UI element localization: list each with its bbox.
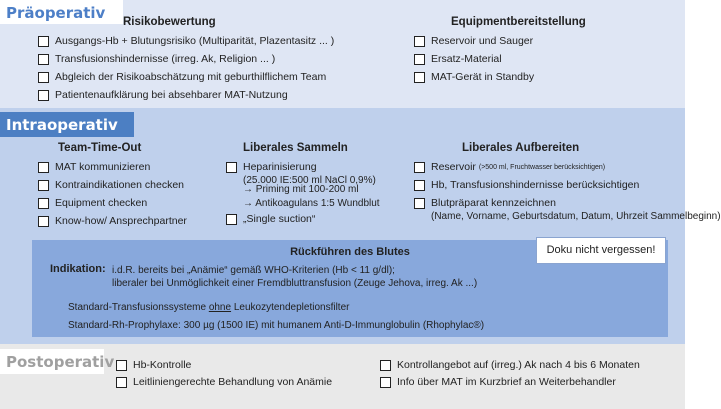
checklist-item[interactable]: Kontraindikationen checken — [38, 179, 184, 191]
checkbox[interactable] — [38, 90, 49, 101]
checklist-item[interactable]: Heparinisierung — [226, 161, 317, 173]
indication-label: Indikation: — [50, 263, 106, 275]
checklist-item[interactable]: „Single suction“ — [226, 213, 315, 225]
checkbox[interactable] — [414, 72, 425, 83]
checklist-item[interactable]: Abgleich der Risikoabschätzung mit geburthilflichem Team — [38, 71, 326, 83]
checkbox[interactable] — [38, 180, 49, 191]
checkbox[interactable] — [38, 162, 49, 173]
checkbox[interactable] — [414, 198, 425, 209]
checklist-item[interactable]: Ausgangs-Hb + Blutungsrisiko (Multiparität, Plazentasitz ... ) — [38, 35, 334, 47]
checkbox[interactable] — [116, 377, 127, 388]
checklist-item[interactable]: MAT kommunizieren — [38, 161, 150, 173]
anticoagulant-step: → Antikoagulans 1:5 Wundblut — [243, 198, 380, 209]
checkbox[interactable] — [38, 36, 49, 47]
checklist-item[interactable]: Reservoir und Sauger — [414, 35, 533, 47]
checklist-item[interactable]: Transfusionshindernisse (irreg. Ak, Religion ... ) — [38, 53, 275, 65]
indication-line-1: i.d.R. bereits bei „Anämie“ gemäß WHO-Kriterien (Hb < 11 g/dl); — [112, 265, 395, 276]
checkbox[interactable] — [380, 377, 391, 388]
equipment-heading: Equipmentbereitstellung — [451, 16, 586, 28]
checklist-item[interactable]: Know-how/ Ansprechpartner — [38, 215, 187, 227]
checkbox[interactable] — [414, 180, 425, 191]
label-details-note: (Name, Vorname, Geburtsdatum, Datum, Uhrzeit Sammelbeginn) — [431, 211, 721, 222]
liberal-processing-heading: Liberales Aufbereiten — [462, 142, 580, 154]
priming-step: → Priming mit 100-200 ml — [243, 184, 359, 195]
checkbox[interactable] — [38, 198, 49, 209]
checkbox[interactable] — [38, 54, 49, 65]
checklist-item[interactable]: Reservoir (>500 ml, Fruchtwasser berücksichtigen) — [414, 161, 605, 173]
rh-prophylaxis-note: Standard-Rh-Prophylaxe: 300 µg (1500 IE) mit humanem Anti-D-Immunglobulin (Rhophylac®) — [68, 320, 485, 331]
checklist-item[interactable]: Patientenaufklärung bei absehbarer MAT-Nutzung — [38, 89, 288, 101]
postoperative-title: Postoperativ — [0, 349, 104, 374]
checkbox[interactable] — [414, 36, 425, 47]
doku-reminder: Doku nicht vergessen! — [536, 237, 666, 264]
checkbox[interactable] — [380, 360, 391, 371]
postoperative-section — [0, 344, 685, 409]
checkbox[interactable] — [414, 54, 425, 65]
checkbox[interactable] — [226, 214, 237, 225]
blood-return-heading: Rückführen des Blutes — [290, 246, 410, 258]
preoperative-section — [0, 0, 685, 108]
checkbox[interactable] — [226, 162, 237, 173]
checklist-item[interactable]: Kontrollangebot auf (irreg.) Ak nach 4 bis 6 Monaten — [380, 359, 640, 371]
intraoperative-title: Intraoperativ — [0, 112, 134, 137]
heparin-dose-note: (25.000 IE:500 ml NaCl 0,9%) — [243, 175, 376, 186]
team-time-out-heading: Team-Time-Out — [58, 142, 142, 154]
checklist-item[interactable]: Blutpräparat kennzeichnen — [414, 197, 556, 209]
checkbox[interactable] — [414, 162, 425, 173]
checkbox[interactable] — [116, 360, 127, 371]
checklist-item[interactable]: Hb, Transfusionshindernisse berücksichtigen — [414, 179, 639, 191]
checklist-item[interactable]: Info über MAT im Kurzbrief an Weiterbehandler — [380, 376, 616, 388]
checklist-item[interactable]: Hb-Kontrolle — [116, 359, 191, 371]
checklist-item[interactable]: Ersatz-Material — [414, 53, 502, 65]
checkbox[interactable] — [38, 216, 49, 227]
risk-assessment-heading: Risikobewertung — [123, 16, 216, 28]
checkbox[interactable] — [38, 72, 49, 83]
preoperative-title: Präoperativ — [0, 0, 123, 24]
checklist-item[interactable]: MAT-Gerät in Standby — [414, 71, 534, 83]
liberal-collection-heading: Liberales Sammeln — [243, 142, 348, 154]
transfusion-system-note: Standard-Transfusionssysteme ohne Leukozytendepletionsfilter — [68, 302, 350, 313]
checklist-item[interactable]: Equipment checken — [38, 197, 147, 209]
checklist-item[interactable]: Leitliniengerechte Behandlung von Anämie — [116, 376, 332, 388]
indication-line-2: liberaler bei Unmöglichkeit einer Fremdbluttransfusion (Zeuge Jehova, irreg. Ak ...) — [112, 278, 478, 289]
